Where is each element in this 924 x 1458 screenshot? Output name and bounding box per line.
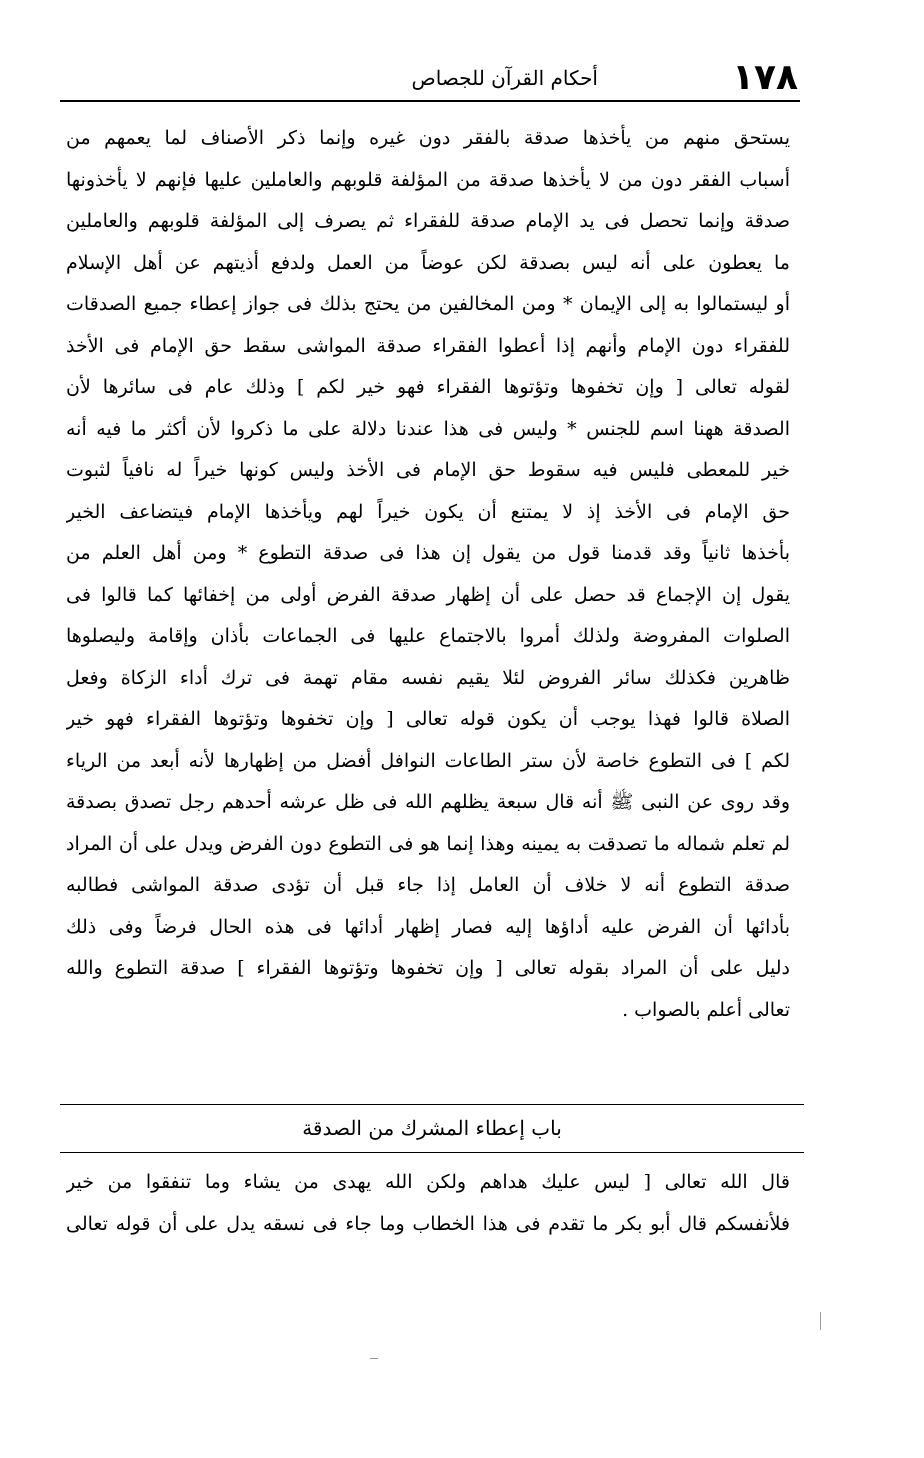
text-line: لكم ] فى التطوع خاصة لأن ستر الطاعات النوافل أفضل من إظهارها لأنه أبعد من الرياء: [66, 749, 790, 772]
text-line: لقوله تعالى [ وإن تخفوها وتؤتوها الفقراء فهو خير لكم ] وذلك عام فى سائرها لأن: [66, 376, 790, 398]
text-line: أسباب الفقر دون من لا يأخذها صدقة من المؤلفة قلوبهم والعاملين عليها فإنهم لا يأخذونها: [66, 168, 790, 191]
page-number: ١٧٨: [732, 57, 798, 98]
text-line: حق الإمام فى الأخذ إذ لا يمتنع أن يكون خيراً لهم ويأخذها الإمام فيتضاعف الخير: [66, 500, 790, 523]
section-heading: باب إعطاء المشرك من الصدقة: [302, 1116, 562, 1140]
section-rule-bottom: [60, 1152, 804, 1153]
page-header: [58, 56, 798, 100]
text-line: بأخذها ثانياً وقد قدمنا قول من يقول إن هذا فى صدقة التطوع * ومن أهل العلم من: [66, 542, 790, 564]
text-line: ظاهرين فكذلك سائر الفروض لئلا يقيم نفسه مقام تهمة فى ترك أداء الزكاة وفعل: [66, 666, 790, 689]
text-line: وقد روى عن النبى ﷺ أنه قال سبعة يظلهم الله فى ظل عرشه أحدهم رجل تصدق بصدقة: [66, 791, 790, 813]
text-line: يستحق منهم من يأخذها صدقة بالفقر دون غيره وإنما ذكر الأصناف لما يعمهم من: [66, 127, 790, 149]
section-rule-top: [60, 1104, 804, 1105]
scan-speck: [370, 1358, 378, 1359]
main-text: [66, 118, 790, 1031]
text-line: يقول إن الإجماع قد حصل على أن إظهار صدقة الفرض أولى من إخفائها كما قالوا فى: [66, 583, 790, 606]
text-line: ما يعطون على أنه ليس بصدقة لكن عوضاً من العمل ولدفع أذيتهم عن أهل الإسلام: [66, 251, 790, 274]
text-line-last: تعالى أعلم بالصواب .: [622, 998, 790, 1021]
text-line: الصدقة ههنا اسم للجنس * وليس فى هذا عندنا دلالة على ما ذكروا لأن أكثر ما فيه أنه: [66, 417, 790, 440]
section-text: [66, 1162, 790, 1245]
running-title: أحكام القرآن للجصاص: [411, 66, 598, 90]
text-line: لم تعلم شماله ما تصدقت به يمينه وهذا إنما هو فى التطوع دون الفرض ويدل على أن المراد: [66, 832, 790, 855]
section-line: قال الله تعالى [ ليس عليك هداهم ولكن الله يهدى من يشاء وما تنفقوا من خير: [66, 1171, 790, 1193]
section-line: فلأنفسكم قال أبو بكر ما تقدم فى هذا الخطاب وما جاء فى نسقه يدل على أن قوله تعالى: [66, 1212, 790, 1235]
text-line: أو ليستمالوا به إلى الإيمان * ومن المخالفين من يحتج بذلك فى جواز إعطاء جميع الصدقات: [66, 293, 790, 315]
text-line: دليل على أن المراد بقوله تعالى [ وإن تخفوها وتؤتوها الفقراء ] صدقة التطوع والله: [66, 957, 790, 979]
text-line: للفقراء دون الإمام وأنهم إذا أعطوا الفقراء صدقة المواشى سقط حق الإمام فى الأخذ: [66, 334, 790, 357]
scan-speck: [820, 1312, 821, 1330]
text-line: الصلاة قالوا فهذا يوجب أن يكون قوله تعالى [ وإن تخفوها وتؤتوها الفقراء فهو خير: [66, 708, 790, 730]
text-line: صدقة التطوع أنه لا خلاف أن العامل إذا جاء قبل أن تؤدى صدقة المواشى فطالبه: [66, 874, 790, 896]
text-line: الصلوات المفروضة ولذلك أمروا بالاجتماع عليها فى الجماعات بأذان وإقامة وليصلوها: [66, 625, 790, 647]
text-line: صدقة وإنما تحصل فى يد الإمام صدقة للفقراء ثم يصرف إلى المؤلفة قلوبهم والعاملين: [66, 210, 790, 232]
header-rule: [60, 100, 800, 102]
text-line: بأدائها أن الفرض عليه أداؤها إليه فصار إظهار أدائها فى هذه الحال فرضاً وفى ذلك: [66, 915, 790, 938]
text-line: خير للمعطى فليس فيه سقوط حق الإمام فى الأخذ وليس كونها خيراً له نافياً لثبوت: [66, 459, 790, 481]
